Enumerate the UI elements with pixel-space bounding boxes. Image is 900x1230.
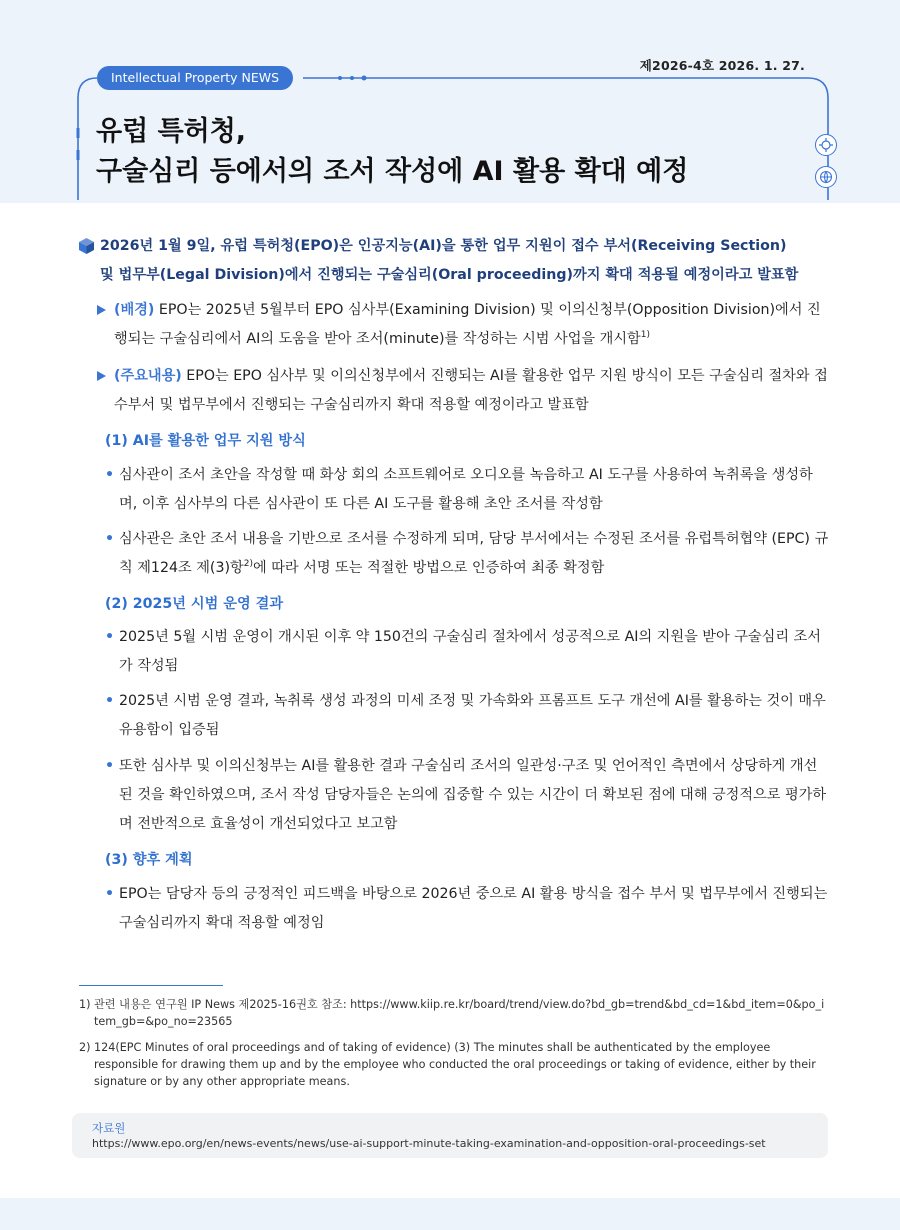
section3-bullet-1: • EPO는 담당자 등의 긍정적인 피드백을 바탕으로 2026년 중으로 AI 활용 방식을 접수 부서 및 법무부에서 진행되는 구술심리까지 확대 적용할 예정임	[105, 880, 830, 938]
main-content-item	[97, 362, 832, 420]
title-line-1: 유럽 특허청,	[96, 116, 247, 147]
bullet-dot: •	[105, 531, 115, 547]
section1-heading: (1) AI를 활용한 업무 지원 방식	[105, 433, 306, 449]
section2-heading: (2) 2025년 시범 운영 결과	[105, 596, 284, 612]
footnote-ref-1: 1)	[640, 330, 650, 340]
triangle-arrow-icon	[97, 371, 106, 381]
source-box	[72, 1113, 828, 1158]
issue-number: 제2026-4호 2026. 1. 27.	[639, 58, 805, 73]
bullet-dot: •	[105, 467, 115, 483]
triangle-arrow-icon	[97, 305, 106, 315]
bullet-dot: •	[105, 693, 115, 709]
globe-icon	[815, 166, 837, 188]
footnote-divider	[79, 985, 223, 986]
page-title	[96, 112, 688, 192]
section1-bullet-1: • 심사관이 조서 초안을 작성할 때 화상 회의 소프트웨어로 오디오를 녹음하고 AI 도구를 사용하여 녹취록을 생성하며, 이후 심사부의 다른 심사관이 또 다른 AI 도구를 활용해 초안 조서를 작성함	[105, 461, 830, 519]
background-item	[97, 296, 832, 354]
title-line-2: 구술심리 등에서의 조서 작성에 AI 활용 확대 예정	[96, 156, 689, 187]
lead-line-1: 2026년 1월 9일, 유럽 특허청(EPO)은 인공지능(AI)을 통한 업무 지원이 접수 부서(Receiving Section)	[100, 238, 787, 254]
seal-icon	[815, 134, 837, 156]
source-label: 자료원	[92, 1121, 126, 1135]
section2-bullet-3: • 또한 심사부 및 이의신청부는 AI를 활용한 결과 구술심리 조서의 일관성·구조 및 언어적인 측면에서 상당하게 개선된 것을 확인하였으며, 조서 작성 담당자들은 논의에 집중할 수 있는 시간이 더 확보된 점에 대해 긍정적으로 평가하며 전반적으로 효율성이 개선되었다고 보고함	[105, 752, 830, 839]
bullet-dot: •	[105, 758, 115, 774]
bullet-dot: •	[105, 886, 115, 902]
lead-line-2: 및 법무부(Legal Division)에서 진행되는 구술심리(Oral proceeding)까지 확대 적용될 예정이라고 발표함	[100, 267, 799, 283]
footnote-ref-2: 2)	[243, 559, 253, 569]
footnote-2: 2) 124(EPC Minutes of oral proceedings and of taking of evidence) (3) The minutes shall be authenticated by the employee responsible for drawing them up and by the employee who conducted the oral proceedings or taking of evidence, either by their signature or by any other appropriate means.	[79, 1041, 816, 1088]
main-content-label: (주요내용)	[114, 368, 182, 384]
cube-icon	[78, 237, 95, 255]
lead-statement	[100, 232, 830, 290]
section-label: Intellectual Property NEWS	[97, 66, 293, 90]
section2-bullet-1: • 2025년 5월 시범 운영이 개시된 이후 약 150건의 구술심리 절차에서 성공적으로 AI의 지원을 받아 구술심리 조서가 작성됨	[105, 623, 830, 681]
section2-bullet-2: • 2025년 시범 운영 결과, 녹취록 생성 과정의 미세 조정 및 가속화와 프롬프트 도구 개선에 AI를 활용하는 것이 매우 유용함이 입증됨	[105, 687, 830, 745]
section1-bullet-2: • 심사관은 초안 조서 내용을 기반으로 조서를 수정하게 되며, 담당 부서에서는 수정된 조서를 유럽특허협약 (EPC) 규칙 제124조 제(3)항$^{2)}$에 따라 서명 또는 적절한 방법으로 인증하여 최종 확정함	[105, 525, 830, 583]
background-text: EPO는 2025년 5월부터 EPO 심사부(Examining Division) 및 이의신청부(Opposition Division)에서 진행되는 구술심리에서 AI의 도움을 받아 조서(minute)를 작성하는 시범 사업을 개시함	[114, 302, 821, 347]
source-url[interactable]: https://www.epo.org/en/news-events/news/use-ai-support-minute-taking-examination-and-opposition-oral-proceedings-set	[92, 1137, 766, 1150]
footnote-1: 1) 관련 내용은 연구원 IP News 제2025-16권호 참조: https://www.kiip.re.kr/board/trend/view.do?bd_gb=trend&bd_cd=1&bd_item=0&po_item_gb=&po_no=23565	[79, 998, 825, 1028]
footer-band	[0, 1198, 900, 1230]
section3-heading: (3) 향후 계획	[105, 852, 193, 868]
main-content-text: EPO는 EPO 심사부 및 이의신청부에서 진행되는 AI를 활용한 업무 지원 방식이 모든 구술심리 절차와 접수부서 및 법무부에서 진행되는 구술심리까지 확대 적용할 예정이라고 발표함	[114, 368, 828, 413]
background-label: (배경)	[114, 302, 155, 318]
bullet-dot: •	[105, 629, 115, 645]
